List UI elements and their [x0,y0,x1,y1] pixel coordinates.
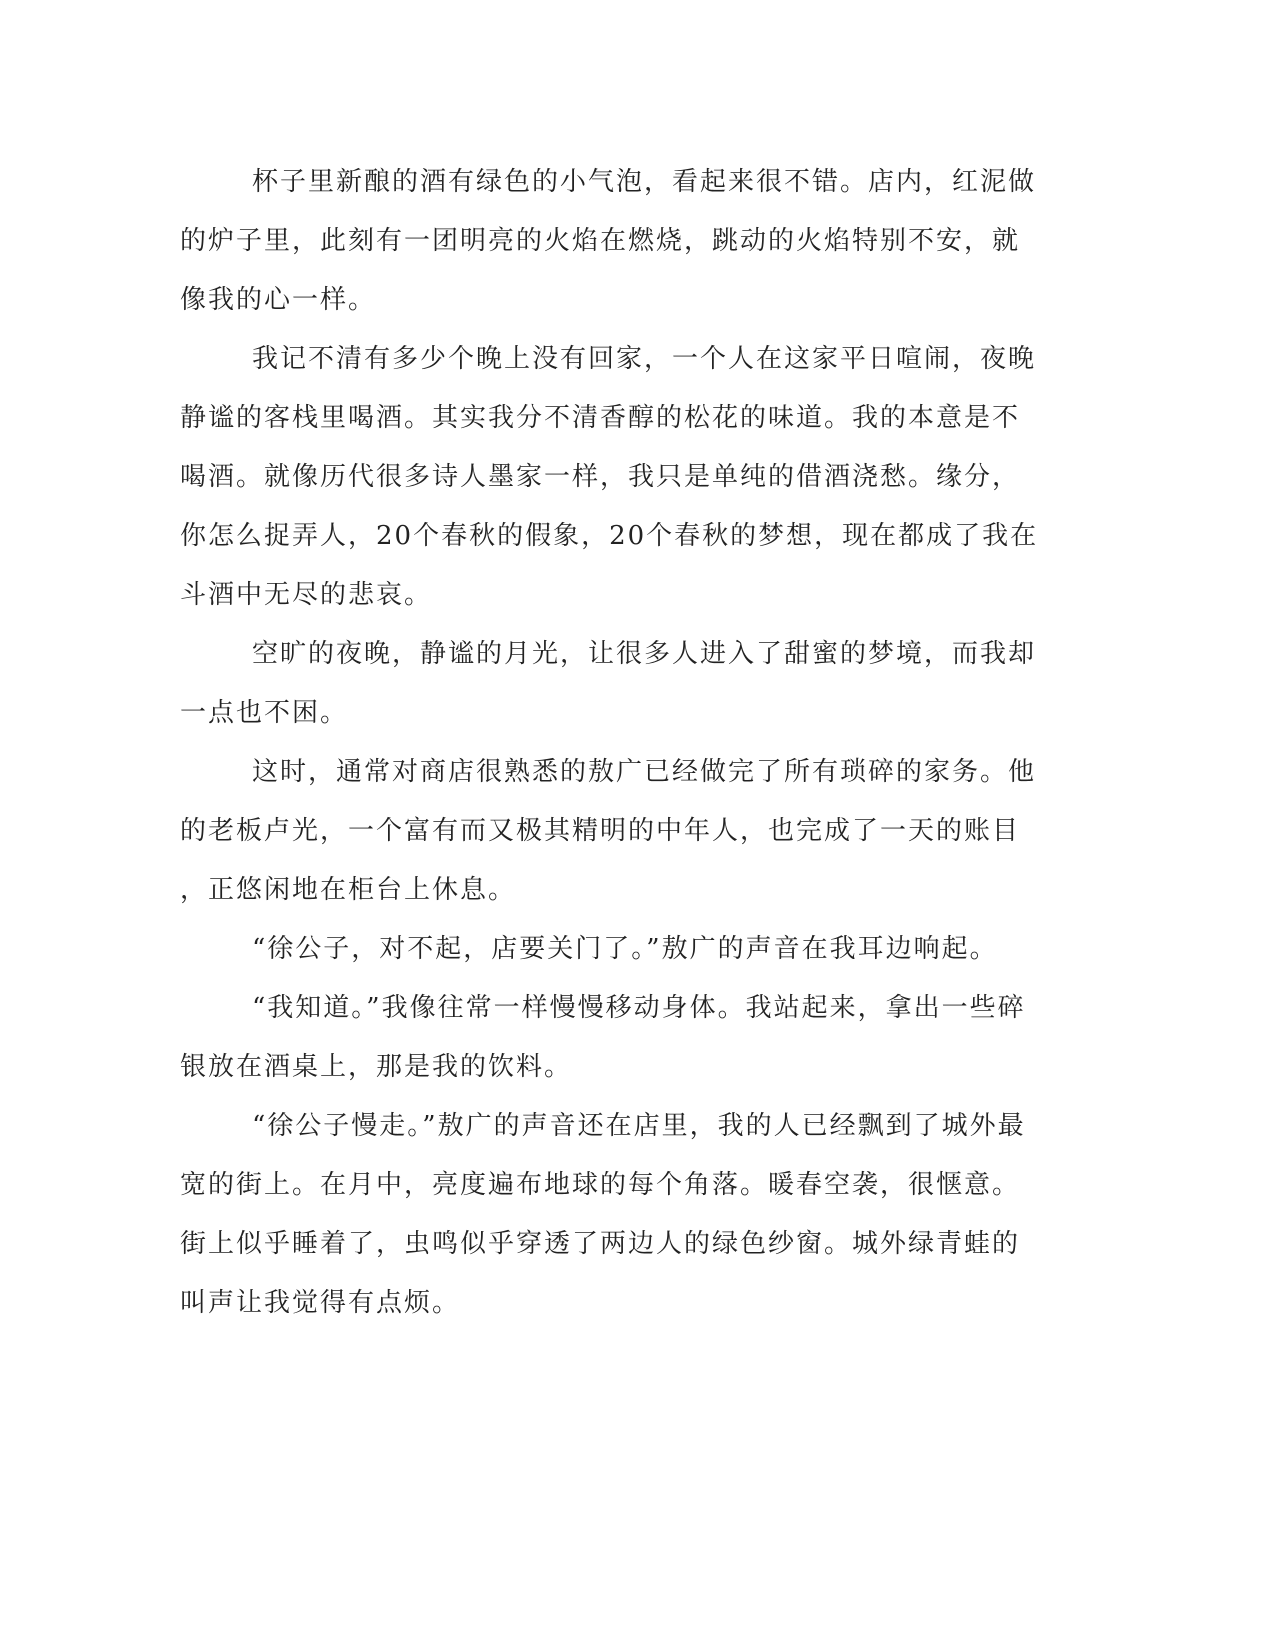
text-line: 的炉子里，此刻有一团明亮的火焰在燃烧，跳动的火焰特别不安，就 [180,226,1021,256]
text-line: 喝酒。就像历代很多诗人墨家一样，我只是单纯的借酒浇愁。缘分， [180,462,1021,492]
text-line: “我知道。”我像往常一样慢慢移动身体。我站起来，拿出一些碎 [252,993,1026,1023]
paragraph-4 [180,743,1037,920]
paragraph-7 [180,1097,1030,1333]
text-line: ，正悠闲地在柜台上休息。 [180,875,517,905]
text-line: 杯子里新酿的酒有绿色的小气泡，看起来很不错。店内，红泥做 [252,167,1037,197]
text-line: 一点也不困。 [180,698,349,728]
text-line: 这时，通常对商店很熟悉的敖广已经做完了所有琐碎的家务。他 [252,757,1037,787]
paragraph-3 [180,625,1037,743]
text-line: 银放在酒桌上，那是我的饮料。 [180,1052,573,1082]
text-line: 叫声让我觉得有点烦。 [180,1288,461,1318]
text-line: 空旷的夜晚，静谧的月光，让很多人进入了甜蜜的梦境，而我却 [252,639,1037,669]
text-line: “徐公子，对不起，店要关门了。”敖广的声音在我耳边响起。 [252,934,998,964]
document-body [180,153,1039,1333]
paragraph-2 [180,330,1039,625]
text-line: 静谧的客栈里喝酒。其实我分不清香醇的松花的味道。我的本意是不 [180,403,1021,433]
text-line: 宽的街上。在月中，亮度遍布地球的每个角落。暖春空袭，很惬意。 [180,1170,1021,1200]
text-line: 你怎么捉弄人，20个春秋的假象，20个春秋的梦想，现在都成了我在 [180,521,1039,551]
text-line: 街上似乎睡着了，虫鸣似乎穿透了两边人的绿色纱窗。城外绿青蛙的 [180,1229,1021,1259]
text-line: 我记不清有多少个晚上没有回家，一个人在这家平日喧闹，夜晚 [252,344,1037,374]
text-line: “徐公子慢走。”敖广的声音还在店里，我的人已经飘到了城外最 [252,1111,1026,1141]
text-line: 斗酒中无尽的悲哀。 [180,580,433,610]
paragraph-1 [180,153,1037,330]
text-line: 像我的心一样。 [180,285,377,315]
paragraph-6 [180,979,1030,1097]
paragraph-5 [180,920,1030,979]
text-line: 的老板卢光，一个富有而又极其精明的中年人，也完成了一天的账目 [180,816,1021,846]
